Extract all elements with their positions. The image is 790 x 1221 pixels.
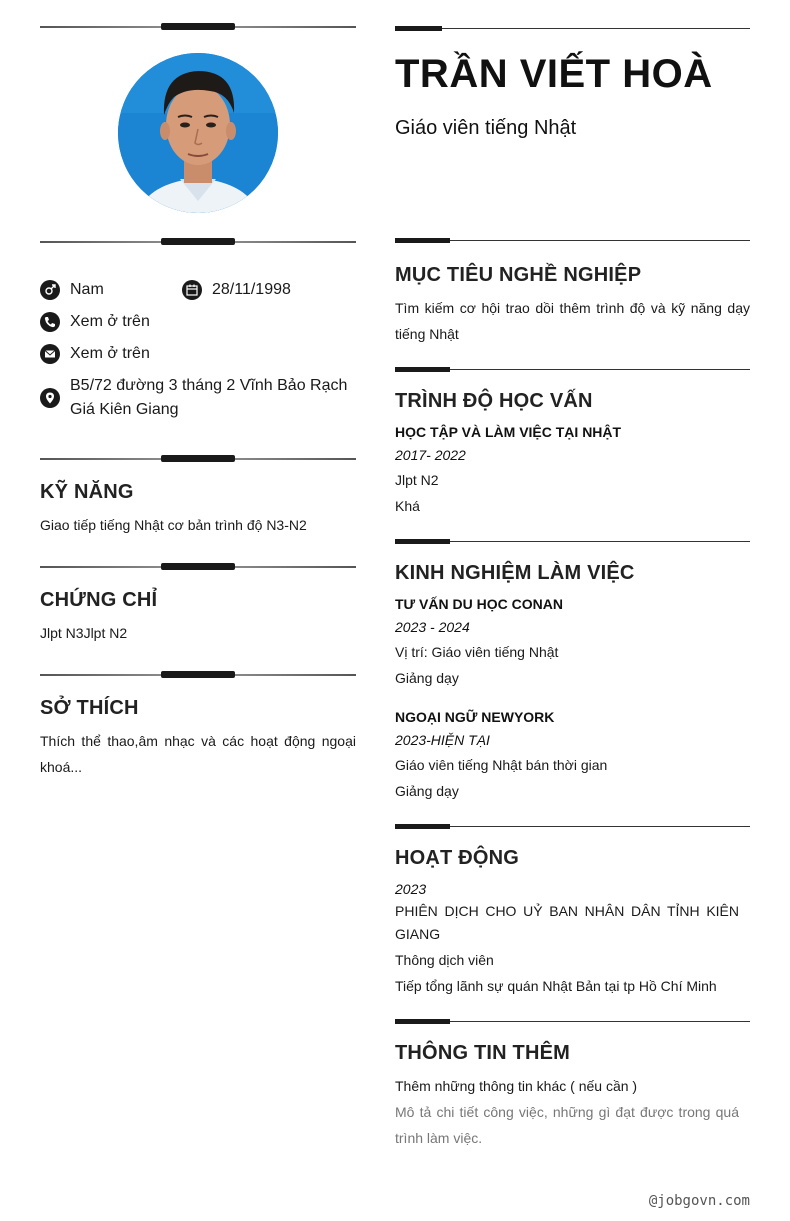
right-divider-education <box>395 367 750 372</box>
extra-description: Mô tả chi tiết công việc, những gì đạt được trong quá trình làm việc. <box>395 1104 739 1146</box>
right-divider-top <box>395 26 750 31</box>
right-divider-objective <box>395 238 750 243</box>
experience-line: Giảng dạy <box>395 670 459 686</box>
left-divider-info <box>40 238 356 246</box>
location-pin-icon <box>40 388 60 408</box>
experience-line: Giáo viên tiếng Nhật bán thời gian <box>395 757 608 773</box>
phone-icon <box>40 312 60 332</box>
brand-watermark: @jobgovn.com <box>648 1193 750 1209</box>
education-org: HỌC TẬP VÀ LÀM VIỆC TẠI NHẬT <box>395 424 622 440</box>
experience-heading: KINH NGHIỆM LÀM VIỆC <box>395 562 635 584</box>
education-line: Khá <box>395 498 420 514</box>
activities-heading: HOẠT ĐỘNG <box>395 847 520 869</box>
experience-org: TƯ VẤN DU HỌC CONAN <box>395 596 563 612</box>
gender-icon <box>40 280 60 300</box>
extra-heading: THÔNG TIN THÊM <box>395 1042 571 1064</box>
hobbies-heading: SỞ THÍCH <box>40 697 139 719</box>
activities-year: 2023 <box>395 881 427 897</box>
address-value: B5/72 đường 3 tháng 2 Vĩnh Bảo Rạch Giá Kiên Giang <box>70 377 348 418</box>
experience-org: NGOẠI NGỮ NEWYORK <box>395 709 555 725</box>
experience-line: Vị trí: Giáo viên tiếng Nhật <box>395 644 559 660</box>
skills-text: Giao tiếp tiếng Nhật cơ bản trình độ N3-N2 <box>40 517 307 533</box>
activities-org: PHIÊN DỊCH CHO UỶ BAN NHÂN DÂN TỈNH KIÊN GIANG <box>395 903 739 942</box>
certs-heading: CHỨNG CHỈ <box>40 589 158 611</box>
candidate-role: Giáo viên tiếng Nhật <box>395 117 577 139</box>
gender-value: Nam <box>70 281 104 298</box>
birthday-value: 28/11/1998 <box>212 281 291 298</box>
education-heading: TRÌNH ĐỘ HỌC VẤN <box>395 390 593 412</box>
education-period: 2017- 2022 <box>395 447 466 463</box>
calendar-icon <box>182 280 202 300</box>
left-divider-hobbies <box>40 671 356 679</box>
experience-period: 2023-HIỆN TẠI <box>395 732 490 748</box>
experience-period: 2023 - 2024 <box>395 619 470 635</box>
objective-text: Tìm kiếm cơ hội trao dồi thêm trình độ và kỹ năng dạy tiếng Nhật <box>395 300 750 342</box>
left-divider-top <box>40 23 356 31</box>
email-value: Xem ở trên <box>70 345 150 362</box>
experience-line: Giảng dạy <box>395 783 459 799</box>
right-divider-experience <box>395 539 750 544</box>
certs-text: Jlpt N3Jlpt N2 <box>40 625 128 641</box>
left-divider-certs <box>40 563 356 571</box>
mail-icon <box>40 344 60 364</box>
phone-value: Xem ở trên <box>70 313 150 330</box>
skills-heading: KỸ NĂNG <box>40 481 134 503</box>
objective-heading: MỤC TIÊU NGHỀ NGHIỆP <box>395 264 642 286</box>
right-divider-activities <box>395 824 750 829</box>
candidate-name: TRẦN VIẾT HOÀ <box>395 52 713 96</box>
profile-photo <box>118 53 278 213</box>
activities-line: Tiếp tổng lãnh sự quán Nhật Bản tại tp Hồ Chí Minh <box>395 978 717 994</box>
right-divider-extra <box>395 1019 750 1024</box>
left-divider-skills <box>40 455 356 463</box>
education-line: Jlpt N2 <box>395 472 439 488</box>
extra-line: Thêm những thông tin khác ( nếu cần ) <box>395 1078 638 1094</box>
activities-line: Thông dịch viên <box>395 952 494 968</box>
hobbies-text: Thích thể thao,âm nhạc và các hoạt động ngoại khoá... <box>40 733 356 775</box>
